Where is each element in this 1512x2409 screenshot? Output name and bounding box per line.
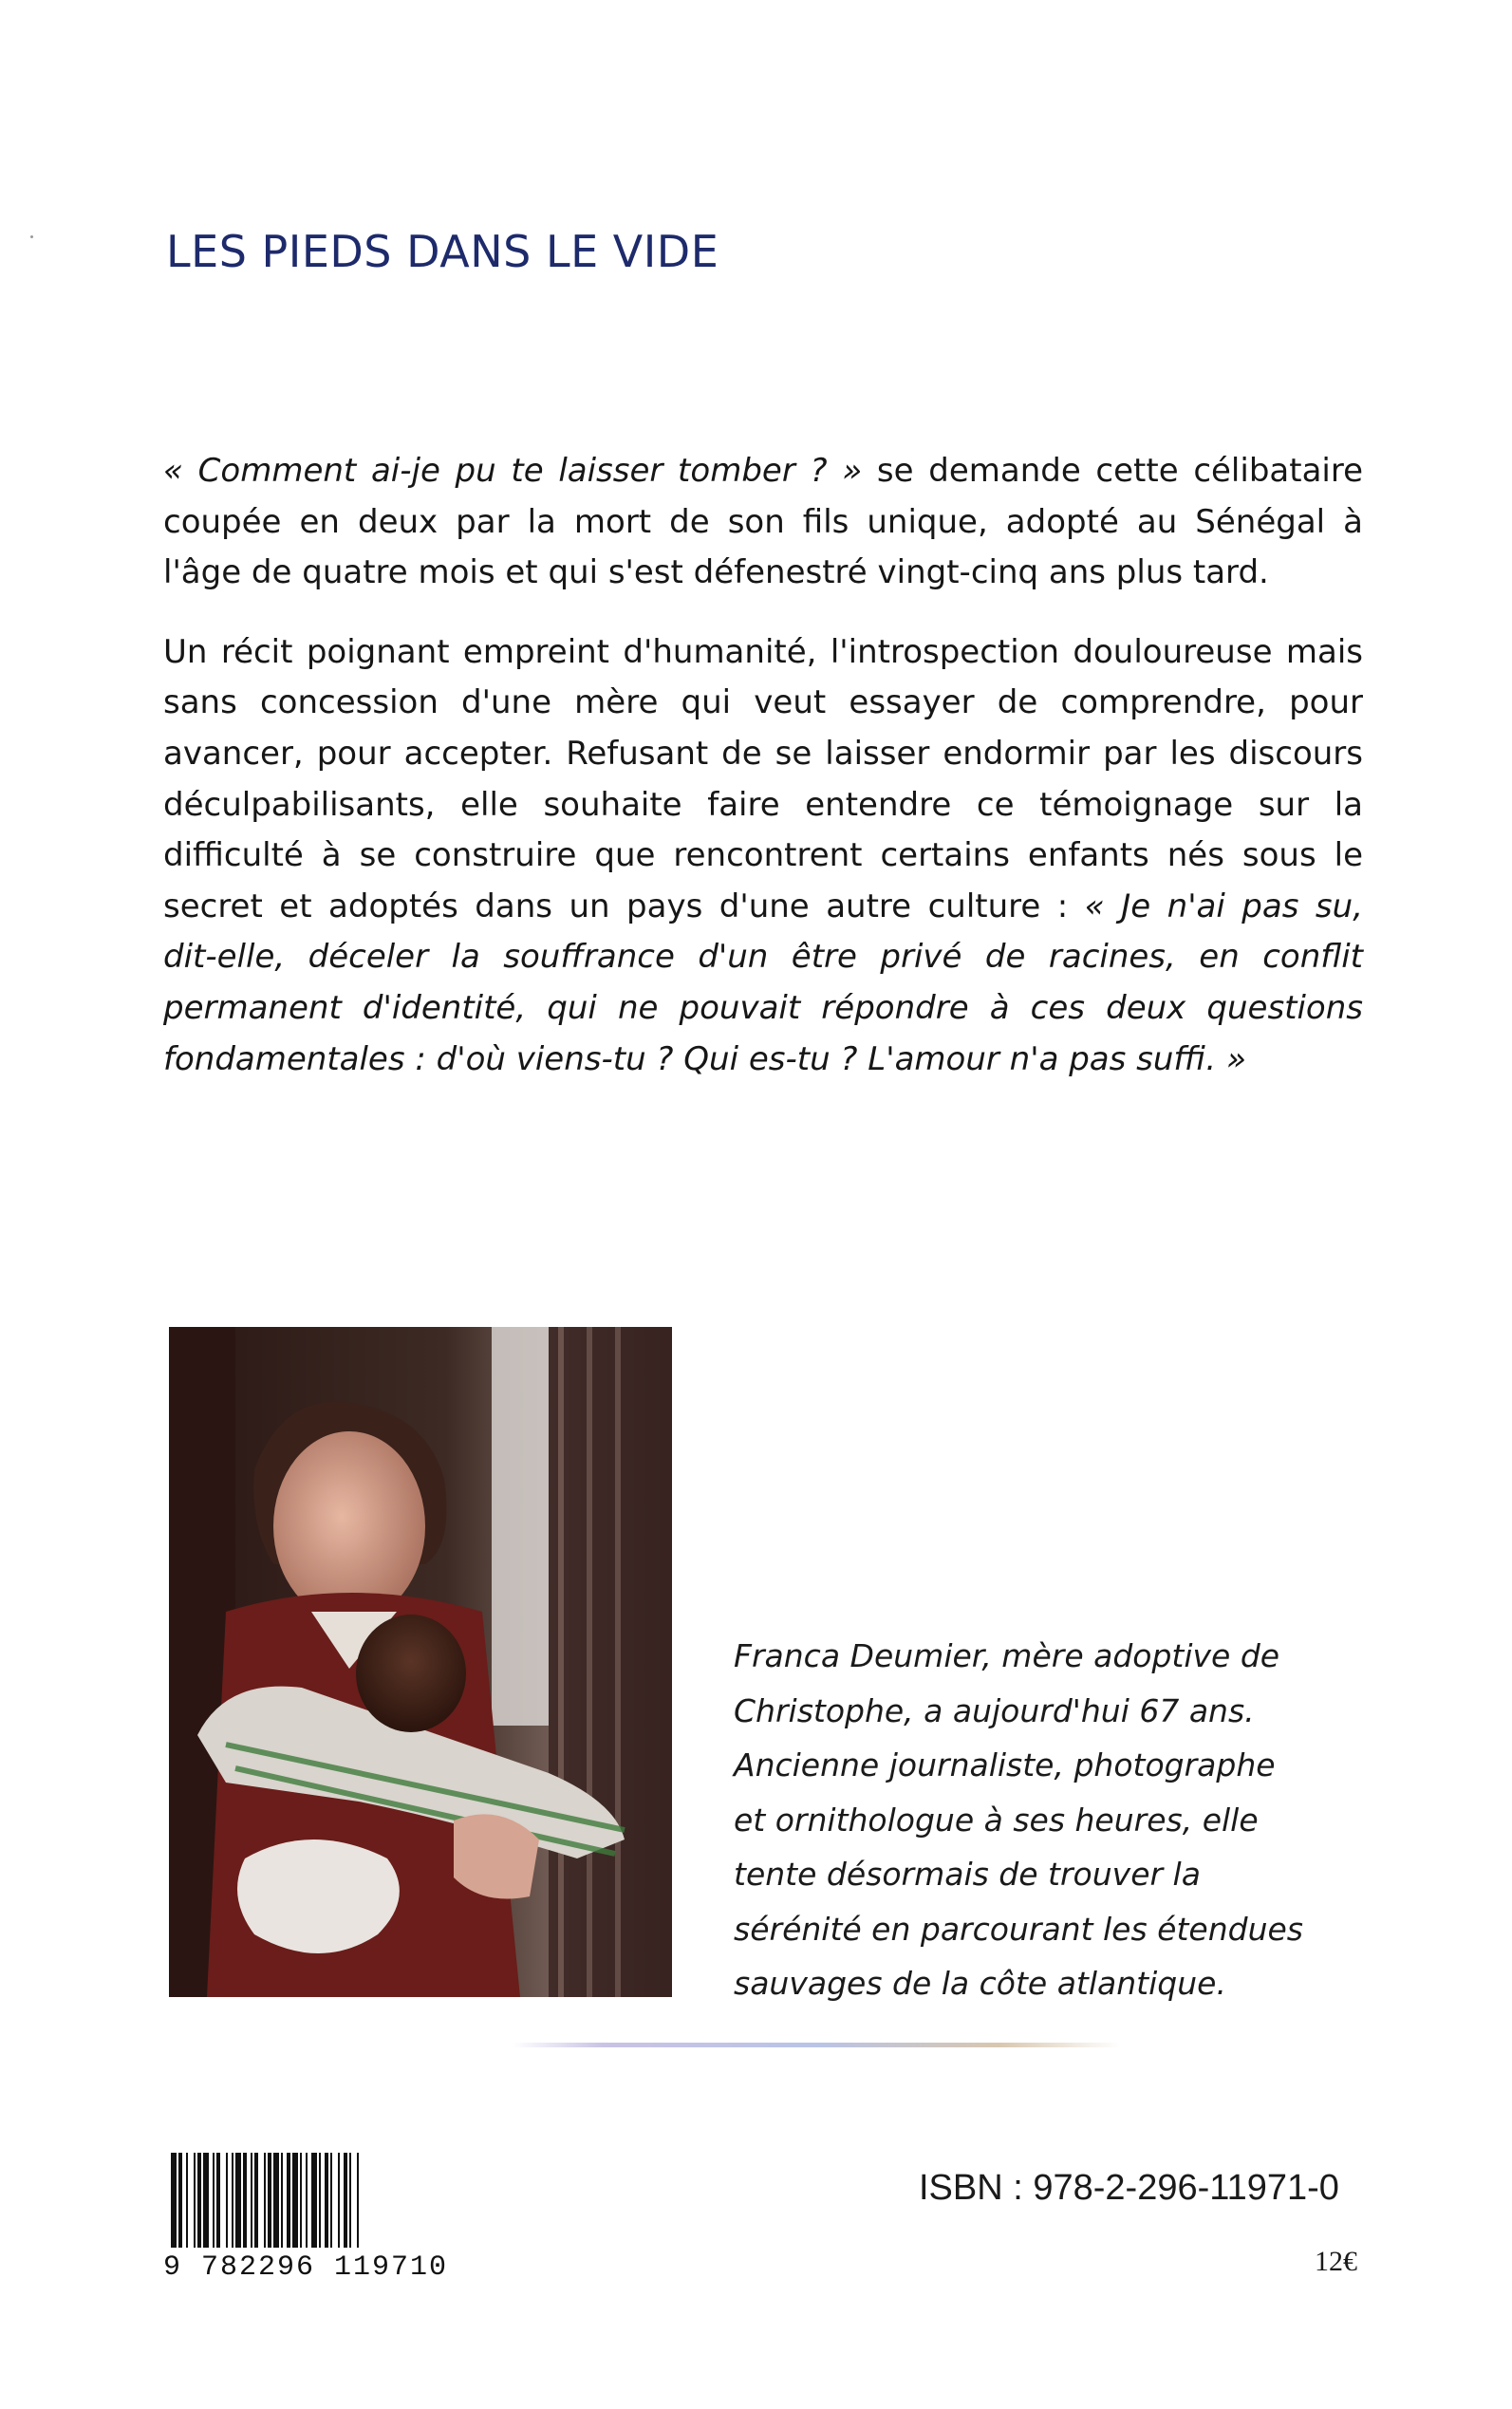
blurb-line: sans concession d'une mère qui veut essayer de comprendre, pour xyxy=(163,683,1363,722)
bio-line: tente désormais de trouver la xyxy=(734,1856,1201,1893)
barcode-digits: 9 782296 119710 xyxy=(163,2251,449,2284)
barcode-bar xyxy=(251,2153,252,2248)
blurb-quote: permanent d'identité, qui ne pouvait répondre à ces deux questions xyxy=(163,988,1363,1027)
barcode-bar xyxy=(178,2153,182,2248)
barcode-bar xyxy=(325,2153,328,2248)
barcode-bar xyxy=(292,2153,298,2248)
barcode-bar xyxy=(226,2153,228,2248)
blurb-text: se demande cette célibataire xyxy=(862,452,1363,490)
blurb-line xyxy=(163,932,1363,983)
blurb-quote: dit-elle, déceler la souffrance d'un être privé de racines, en conflit xyxy=(163,938,1363,977)
blurb-line xyxy=(163,983,1363,1035)
barcode-bar xyxy=(357,2153,359,2248)
blurb-quote: fondamentales : d'où viens-tu ? Qui es-tu ? L'amour n'a pas suffi. » xyxy=(163,1039,1246,1078)
barcode-bar xyxy=(319,2153,321,2248)
barcode-bar xyxy=(300,2153,302,2248)
barcode-bar xyxy=(306,2153,308,2248)
price: 12€ xyxy=(1315,2246,1357,2277)
barcode-bar xyxy=(311,2153,317,2248)
barcode-bar xyxy=(235,2153,241,2248)
scan-speck xyxy=(30,235,33,238)
blurb-line xyxy=(163,446,1363,497)
author-photo xyxy=(169,1327,672,1997)
barcode-bar xyxy=(330,2153,332,2248)
blurb-line xyxy=(163,1035,1363,1086)
blurb-quote: « Comment ai-je pu te laisser tomber ? » xyxy=(163,452,863,490)
barcode-bar xyxy=(213,2153,215,2248)
barcode-bar xyxy=(344,2153,347,2248)
author-bio xyxy=(734,1629,1389,2011)
decorative-divider xyxy=(513,2043,1120,2047)
blurb-line: Un récit poignant empreint d'humanité, l'introspection douloureuse mais xyxy=(163,632,1363,671)
barcode-bar xyxy=(287,2153,290,2248)
barcode-bar xyxy=(243,2153,247,2248)
barcode-bar xyxy=(273,2153,279,2248)
blurb-line: coupée en deux par la mort de son fils unique, adopté au Sénégal à xyxy=(163,502,1363,541)
bio-line: Christophe, a aujourd'hui 67 ans. xyxy=(734,1691,1255,1729)
barcode-bar xyxy=(232,2153,233,2248)
bio-line: sauvages de la côte atlantique. xyxy=(734,1965,1226,2002)
blurb-line: déculpabilisants, elle souhaite faire entendre ce témoignage sur la xyxy=(163,785,1363,824)
isbn-number: ISBN : 978-2-296-11971-0 xyxy=(919,2168,1339,2208)
barcode-bar xyxy=(281,2153,283,2248)
barcode-bar xyxy=(268,2153,271,2248)
barcode-bar xyxy=(338,2153,340,2248)
barcode-bar xyxy=(203,2153,209,2248)
barcode-bar xyxy=(194,2153,196,2248)
blurb-paragraph-2 xyxy=(163,627,1363,1085)
bio-line: sérénité en parcourant les étendues xyxy=(734,1910,1303,1948)
barcode-bar xyxy=(254,2153,258,2248)
blurb-quote: « Je n'ai pas su, xyxy=(1084,887,1364,925)
blurb-text: secret et adoptés dans un pays d'une autre culture : xyxy=(163,887,1085,925)
book-title: LES PIEDS DANS LE VIDE xyxy=(166,226,719,277)
isbn-barcode xyxy=(163,2153,465,2303)
barcode-bar xyxy=(216,2153,220,2248)
bio-line: Ancienne journaliste, photographe xyxy=(734,1746,1276,1783)
blurb-line: avancer, pour accepter. Refusant de se laisser endormir par les discours xyxy=(163,734,1363,773)
bio-line: Franca Deumier, mère adoptive de xyxy=(734,1637,1280,1674)
barcode-bar xyxy=(197,2153,201,2248)
blurb-line xyxy=(163,882,1363,933)
back-cover-blurb xyxy=(163,446,1363,1085)
blurb-line: l'âge de quatre mois et qui s'est défenestré vingt-cinq ans plus tard. xyxy=(163,553,1269,592)
barcode-bar xyxy=(171,2153,177,2248)
blurb-paragraph-1 xyxy=(163,446,1363,599)
blurb-line: difficulté à se construire que rencontrent certains enfants nés sous le xyxy=(163,836,1363,875)
barcode-bars xyxy=(163,2153,465,2251)
barcode-bar xyxy=(349,2153,351,2248)
barcode-bar xyxy=(186,2153,188,2248)
bio-line: et ornithologue à ses heures, elle xyxy=(734,1801,1259,1839)
barcode-bar xyxy=(264,2153,266,2248)
